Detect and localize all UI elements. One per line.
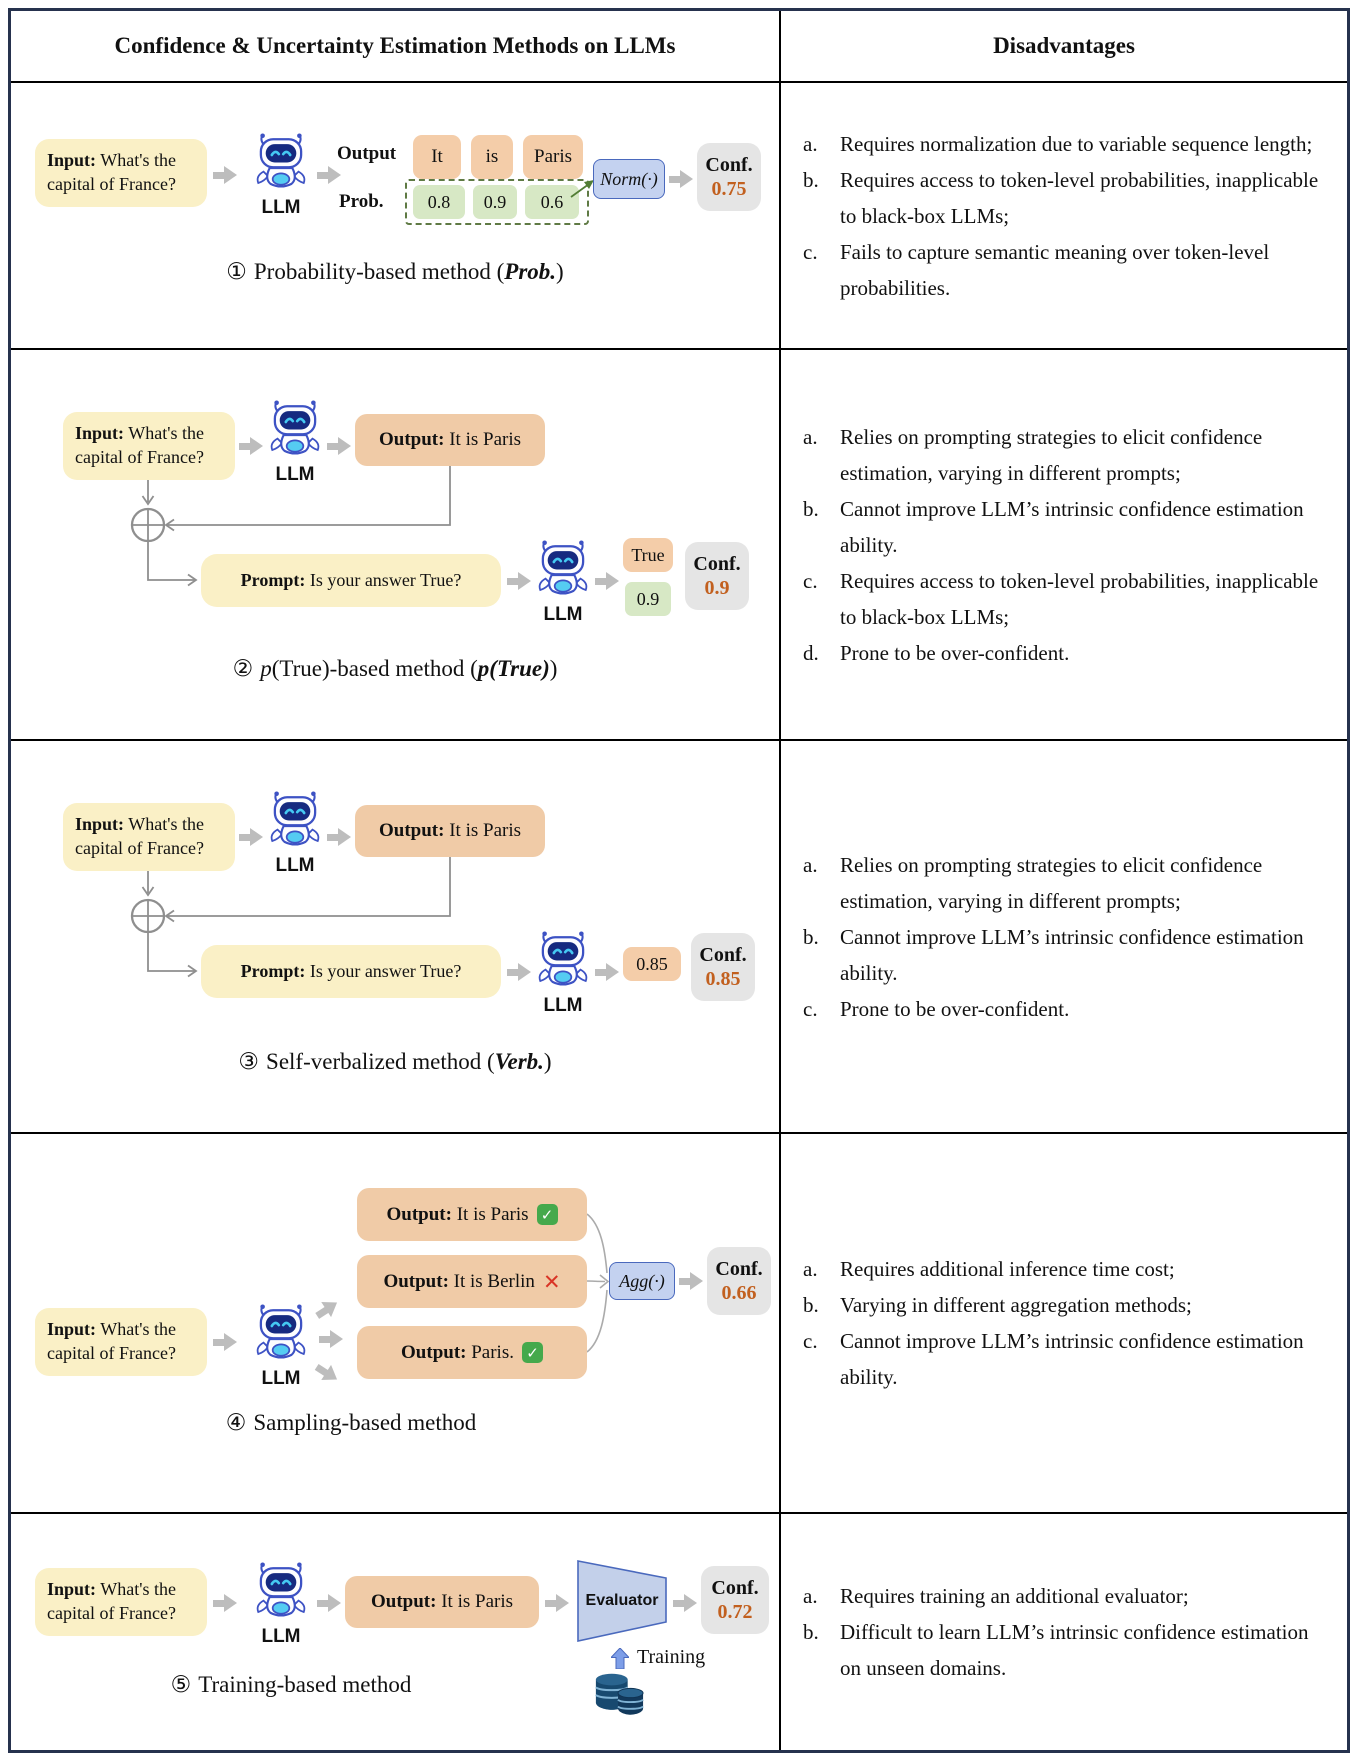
evaluator-label: Evaluator: [585, 1592, 659, 1609]
arrow-right-icon: [595, 963, 619, 981]
token-box: Paris: [523, 135, 583, 179]
prompt-text: Is your answer True?: [309, 960, 462, 981]
true-token-box: True: [623, 538, 673, 572]
arrow-right-icon: [669, 170, 693, 188]
list-item: b. Varying in different aggregation methods;: [803, 1293, 1192, 1317]
input-text: What's the capital of France?: [47, 150, 176, 194]
training-up-arrow-icon: [611, 1648, 629, 1669]
row4-disadvantages: [779, 1132, 1347, 1512]
list-item: a. Requires training an additional evaluator;: [803, 1584, 1189, 1608]
conf-value: 0.66: [721, 1281, 757, 1304]
conf-label: Conf.: [693, 552, 741, 575]
list-item: a. Requires additional inference time cost;: [803, 1257, 1175, 1281]
check-icon: [537, 1204, 558, 1225]
input-text: What's the capital of France?: [75, 423, 204, 467]
output-text: It is Paris: [449, 429, 521, 450]
prob-box: 0.6: [525, 185, 579, 219]
llm-label: LLM: [261, 1626, 301, 1647]
confidence-box: [697, 143, 761, 211]
list-item: d. Prone to be over-confident.: [803, 640, 1070, 665]
list-item: b. Requires access to token-level probabilities, inapplicable to black-box LLMs;: [803, 167, 1319, 228]
list-item: c. Cannot improve LLM’s intrinsic confidence estimation ability.: [803, 1329, 1304, 1389]
llm-robot-icon: [253, 129, 309, 195]
agg-function-box: Agg(·): [609, 1262, 675, 1300]
arrow-right-icon: [507, 572, 531, 590]
row2-diagram: [11, 348, 779, 739]
disadvantage-list: [803, 847, 1323, 1027]
conf-label: Conf.: [705, 153, 753, 176]
input-text: What's the capital of France?: [47, 1319, 176, 1363]
llm-label: LLM: [543, 604, 583, 625]
row2-disadvantages: [779, 348, 1347, 739]
arrow-right-icon: [317, 1594, 341, 1612]
llm-label: LLM: [275, 464, 315, 485]
output-box: [355, 414, 545, 466]
input-box: [63, 803, 235, 871]
arrow-right-icon: [213, 1594, 237, 1612]
arrow-up-right-icon: [312, 1295, 342, 1323]
disadvantage-list: [803, 1251, 1323, 1395]
circled-number-icon: ①: [226, 259, 247, 285]
arrow-right-icon: [317, 166, 341, 184]
row1-disadvantages: [779, 81, 1347, 348]
cross-icon: [543, 1270, 561, 1294]
circled-number-icon: ②: [232, 656, 254, 682]
confidence-box: [701, 1566, 769, 1634]
row5-disadvantages: [779, 1512, 1347, 1750]
llm-label: LLM: [261, 1368, 301, 1389]
sampled-output-box: Output: It is Berlin ✕: [357, 1255, 587, 1308]
output-label: Output:: [379, 429, 445, 450]
llm-robot-icon: [253, 1558, 309, 1624]
disadvantage-list: [803, 1578, 1323, 1686]
conf-value: 0.72: [717, 1600, 753, 1623]
sampled-output-box: Output: Paris. ✓: [357, 1326, 587, 1379]
sampled-output-box: Output: It is Paris ✓: [357, 1188, 587, 1241]
output-box: [345, 1576, 539, 1628]
row3-diagram: [11, 739, 779, 1132]
input-label: Input:: [75, 814, 125, 834]
method-caption: ⑤ Training-based method: [170, 1672, 412, 1698]
norm-function-box: Norm(·): [593, 159, 665, 199]
check-icon: [522, 1342, 543, 1363]
token-box: It: [413, 135, 461, 179]
row3-disadvantages: [779, 739, 1347, 1132]
arrow-right-icon: [545, 1594, 569, 1612]
input-label: Input:: [47, 150, 97, 170]
llm-robot-icon: [267, 787, 323, 853]
arrow-right-icon: [239, 437, 263, 455]
method-caption: ① Probability-based method (Prob.): [226, 259, 564, 285]
training-label: Training: [637, 1646, 706, 1668]
circled-number-icon: ④: [225, 1410, 247, 1436]
input-box: [35, 1308, 207, 1376]
output-text: It is Paris: [449, 820, 521, 841]
token-box: is: [471, 135, 513, 179]
database-icon: [593, 1670, 645, 1718]
llm-robot-icon: [267, 396, 323, 462]
input-text: What's the capital of France?: [47, 1579, 176, 1623]
input-box: [35, 139, 207, 207]
circled-number-icon: ③: [238, 1049, 260, 1075]
arrow-right-icon: [327, 828, 351, 846]
llm-robot-icon: [253, 1300, 309, 1366]
arrow-right-icon: [595, 572, 619, 590]
prompt-box: [201, 554, 501, 607]
arrow-right-icon: [327, 437, 351, 455]
methods-table: [8, 8, 1350, 1753]
conf-value: 0.85: [705, 967, 741, 990]
row4-diagram: [11, 1132, 779, 1512]
prompt-box: [201, 945, 501, 998]
list-item: c. Requires access to token-level probabilities, inapplicable to black-box LLMs;: [803, 568, 1319, 629]
arrow-right-icon: [673, 1594, 697, 1612]
arrow-right-icon: [679, 1272, 703, 1290]
confidence-box: [691, 933, 755, 1001]
input-label: Input:: [47, 1579, 97, 1599]
list-item: a. Relies on prompting strategies to elicit confidence estimation, varying in different prompts;: [803, 852, 1263, 913]
arrow-right-icon: [319, 1330, 343, 1348]
method-caption: ④ Sampling-based method: [225, 1410, 477, 1436]
confidence-box: [685, 542, 749, 610]
output-box: [355, 805, 545, 857]
prompt-text: Is your answer True?: [309, 569, 462, 590]
arrow-right-icon: [213, 166, 237, 184]
list-item: b. Cannot improve LLM’s intrinsic confidence estimation ability.: [803, 924, 1304, 985]
conf-value: 0.75: [711, 177, 747, 200]
conf-label: Conf.: [711, 1576, 759, 1599]
conf-value: 0.9: [704, 576, 730, 599]
output-label: Output: [337, 143, 397, 164]
llm-robot-icon: [535, 536, 591, 602]
llm-label: LLM: [543, 995, 583, 1016]
list-item: b. Cannot improve LLM’s intrinsic confidence estimation ability.: [803, 496, 1304, 557]
llm-label: LLM: [275, 855, 315, 876]
prob-box: 0.9: [473, 185, 517, 219]
arrow-right-icon: [239, 828, 263, 846]
disadvantage-list: [803, 419, 1323, 671]
norm-arrow: [11, 83, 779, 348]
conf-label: Conf.: [715, 1257, 763, 1280]
output-text: It is Paris: [441, 1591, 513, 1612]
list-item: a. Relies on prompting strategies to elicit confidence estimation, varying in different prompts;: [803, 424, 1263, 485]
header-methods-title: Confidence & Uncertainty Estimation Methods on LLMs: [114, 33, 676, 58]
arrow-right-icon: [213, 1333, 237, 1351]
output-label: Output:: [379, 820, 445, 841]
output-label: Output:: [371, 1591, 437, 1612]
header-methods: [11, 11, 779, 81]
list-item: b. Difficult to learn LLM’s intrinsic confidence estimation on unseen domains.: [803, 1620, 1309, 1680]
input-label: Input:: [47, 1319, 97, 1339]
prompt-label: Prompt:: [240, 960, 306, 981]
prob-token-box: 0.9: [625, 582, 671, 616]
list-item: c. Fails to capture semantic meaning over token-level probabilities.: [803, 239, 1270, 300]
input-label: Input:: [75, 423, 125, 443]
input-box: [63, 412, 235, 480]
arrow-right-icon: [507, 963, 531, 981]
verbalized-confidence-box: 0.85: [623, 947, 681, 981]
llm-robot-icon: [535, 927, 591, 993]
header-disadvantages: [779, 11, 1347, 81]
header-disadvantages-title: Disadvantages: [993, 33, 1135, 58]
list-item: a. Requires normalization due to variable sequence length;: [803, 131, 1313, 156]
confidence-box: [707, 1247, 771, 1315]
circled-number-icon: ⑤: [170, 1672, 192, 1698]
method-caption: ② p(True)-based method (p(True)): [232, 656, 558, 682]
list-item: c. Prone to be over-confident.: [803, 996, 1070, 1021]
row5-diagram: [11, 1512, 779, 1750]
conf-label: Conf.: [699, 943, 747, 966]
disadvantage-list: [803, 126, 1323, 306]
prompt-label: Prompt:: [240, 569, 306, 590]
prob-box: 0.8: [413, 185, 465, 219]
input-text: What's the capital of France?: [75, 814, 204, 858]
row1-diagram: [11, 81, 779, 348]
method-caption: ③ Self-verbalized method (Verb.): [238, 1049, 552, 1075]
llm-label: LLM: [261, 197, 301, 218]
input-box: [35, 1568, 207, 1636]
prob-label: Prob.: [339, 191, 384, 212]
